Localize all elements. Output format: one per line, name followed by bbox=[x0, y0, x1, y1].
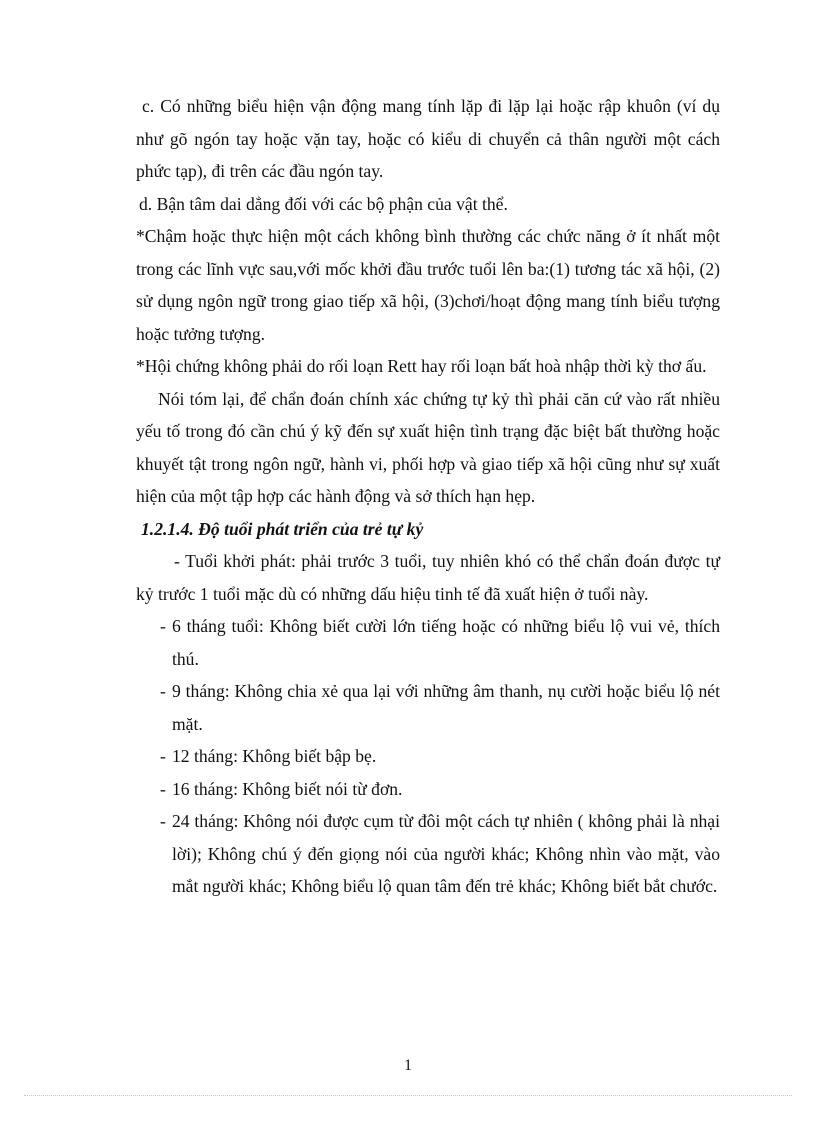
onset-paragraph: - Tuổi khởi phát: phải trước 3 tuổi, tuy nhiên khó có thể chẩn đoán được tự kỷ trước 1 tuổi mặc dù có những dấu hiệu tinh tế đã xuất hiện ở tuổi này. bbox=[136, 551, 720, 604]
criterion-c-paragraph: c. Có những biểu hiện vận động mang tính lặp đi lặp lại hoặc rập khuôn (ví dụ như gõ ngón tay hoặc vặn tay, hoặc có kiểu di chuyển cả thân người một cách phức tạp), đi trên các đầu ngón tay. bbox=[136, 96, 720, 181]
milestone-item bbox=[136, 675, 720, 740]
delay-criterion-paragraph: *Chậm hoặc thực hiện một cách không bình thường các chức năng ở ít nhất một trong các lĩnh vực sau,với mốc khởi đầu trước tuổi lên ba:(1) tương tác xã hội, (2) sử dụng ngôn ngữ trong giao tiếp xã hội, (3)chơi/hoạt động mang tính biểu tượng hoặc tưởng tượng. bbox=[136, 226, 720, 344]
milestone-text: 9 tháng: Không chia xẻ qua lại với những âm thanh, nụ cười hoặc biểu lộ nét mặt. bbox=[172, 681, 720, 734]
page-body bbox=[136, 90, 720, 903]
exclusion-criterion-paragraph: *Hội chứng không phải do rối loạn Rett hay rối loạn bất hoà nhập thời kỳ thơ ấu. bbox=[136, 356, 707, 376]
list-dash: - bbox=[160, 746, 166, 766]
milestone-text: 24 tháng: Không nói được cụm từ đôi một cách tự nhiên ( không phải là nhại lời); Không chú ý đến giọng nói của người khác; Không nhìn vào mặt, vào mắt người khác; Không biểu lộ quan tâm đến trẻ khác; Không biết bắt chước. bbox=[172, 811, 720, 896]
milestone-item bbox=[136, 610, 720, 675]
milestone-item bbox=[136, 805, 720, 903]
page-bottom-rule bbox=[24, 1095, 792, 1096]
milestone-item bbox=[136, 773, 720, 806]
milestone-list bbox=[136, 610, 720, 903]
criterion-d-paragraph: d. Bận tâm dai dẳng đối với các bộ phận của vật thể. bbox=[139, 193, 508, 214]
list-dash: - bbox=[160, 778, 166, 799]
section-heading: 1.2.1.4. Độ tuổi phát triển của trẻ tự kỷ bbox=[141, 518, 424, 539]
milestone-text: 16 tháng: Không biết nói từ đơn. bbox=[172, 778, 403, 799]
summary-paragraph: Nói tóm lại, để chẩn đoán chính xác chứng tự kỷ thì phải căn cứ vào rất nhiều yếu tố trong đó cần chú ý kỹ đến sự xuất hiện tình trạng đặc biệt bất thường hoặc khuyết tật trong ngôn ngữ, hành vi, phối hợp và giao tiếp xã hội cũng như sự xuất hiện của một tập hợp các hành động và sở thích hạn hẹp. bbox=[136, 388, 720, 506]
milestone-item bbox=[136, 740, 720, 773]
list-dash: - bbox=[160, 811, 166, 831]
page-number: 1 bbox=[404, 1057, 412, 1074]
milestone-text: 12 tháng: Không biết bập bẹ. bbox=[172, 746, 377, 766]
list-dash: - bbox=[160, 616, 166, 636]
list-dash: - bbox=[160, 681, 166, 701]
milestone-text: 6 tháng tuổi: Không biết cười lớn tiếng hoặc có những biểu lộ vui vẻ, thích thú. bbox=[172, 616, 720, 669]
